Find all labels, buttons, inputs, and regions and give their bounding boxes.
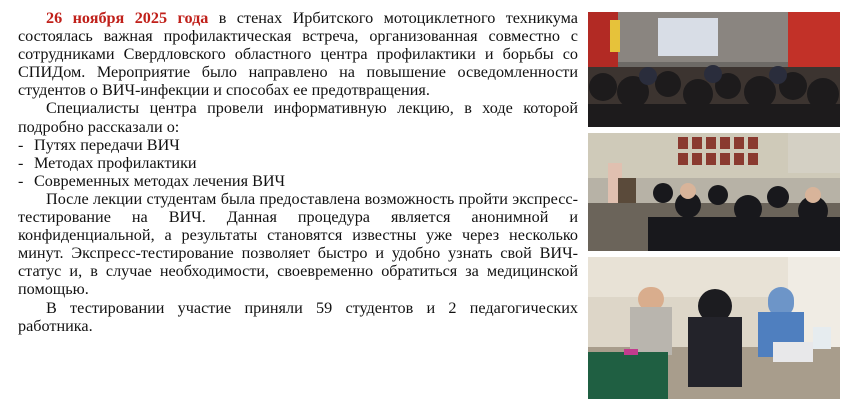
paragraph-testing: После лекции студентам была предоставлена возможность пройти экспресс-тестирование на ВИЧ. Данная процедура является анонимной и конфиденциальной, а результаты становятся известны уже через несколько минут. Экспресс-тестирование позволяет быстро и удобно узнать свой ВИЧ-статус и, в случае необходимости, своевременно обратиться за медицинской помощью. — [18, 189, 578, 299]
paragraph-participants: В тестировании участие приняли 59 студентов и 2 педагогических работника. — [18, 298, 578, 335]
list-item: - Методах профилактики — [18, 154, 578, 172]
topics-list — [18, 136, 578, 190]
photo-column — [588, 12, 840, 405]
photo-lecture-speaker — [588, 133, 840, 251]
photo-lecture-hall-audience — [588, 12, 840, 127]
photo-express-testing — [588, 257, 840, 399]
paragraph-intro-text: в стенах Ирбитского мотоциклетного техникума состоялась важная профилактическая встреча, организованная совместно с сотрудниками Свердловского областного центра профилактики и борьбы со СПИДом. Мероприятие было направлено на повышение осведомленности студентов о ВИЧ-инфекции и способах ее предотвращения. — [18, 9, 578, 100]
list-item: - Современных методах лечения ВИЧ — [18, 172, 578, 190]
list-item: - Путях передачи ВИЧ — [18, 136, 578, 154]
article-text — [18, 9, 578, 335]
paragraph-intro — [18, 9, 578, 99]
event-date: 26 ноября 2025 года — [46, 9, 209, 27]
paragraph-lecture: Специалисты центра провели информативную лекцию, в ходе которой подробно рассказали о: — [18, 99, 578, 136]
